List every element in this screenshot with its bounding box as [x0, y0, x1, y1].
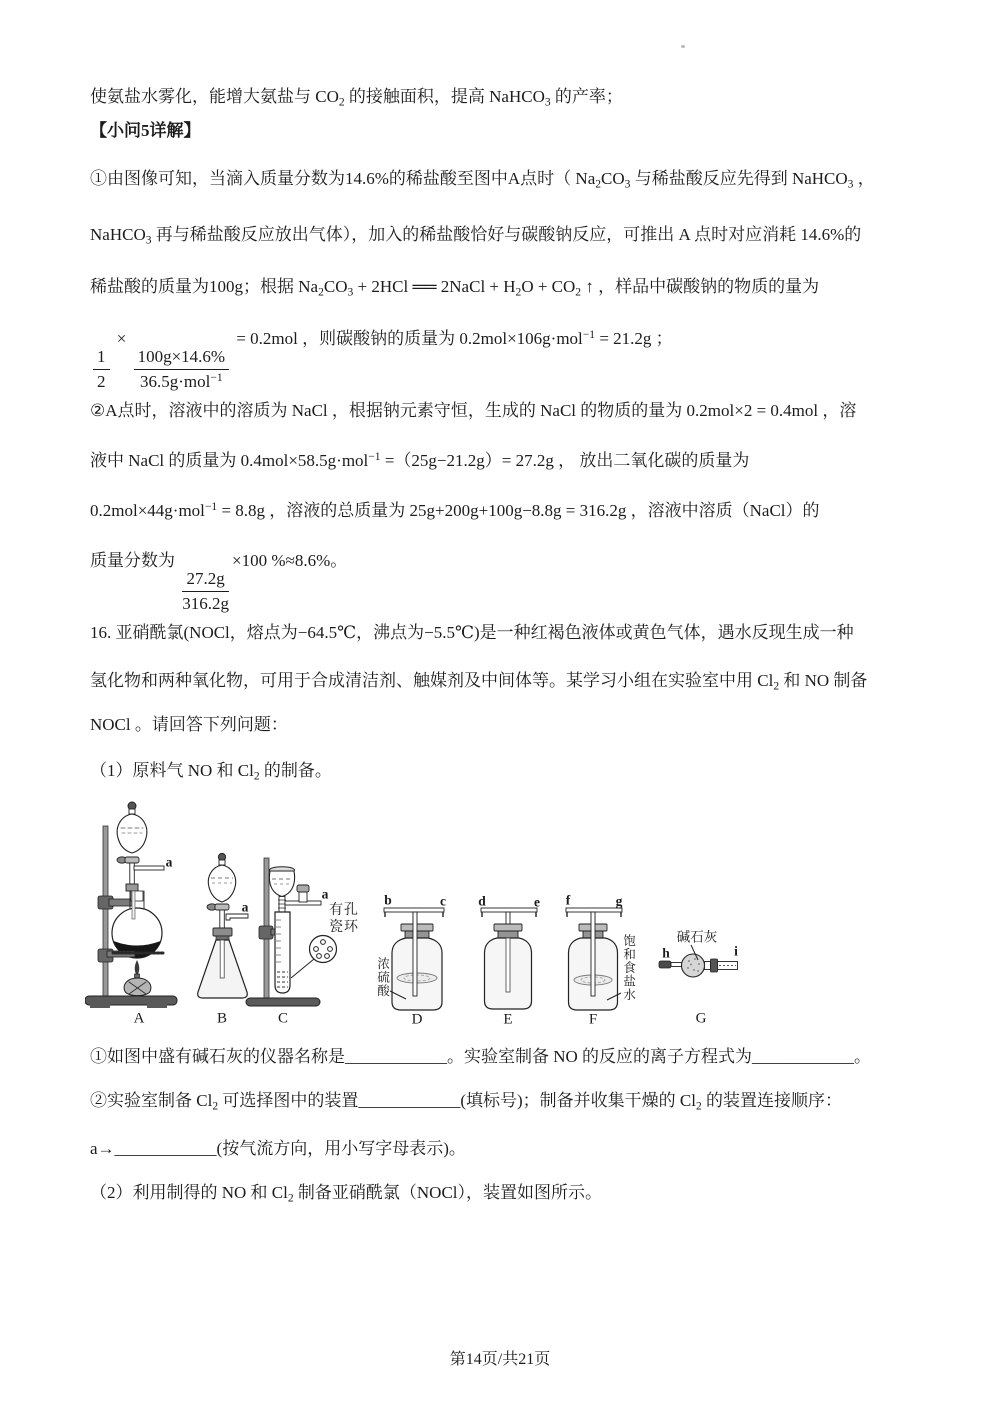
page-footer: 第14页/共21页	[449, 1351, 551, 1368]
annotation-porous-ring-line2: 瓷环	[329, 920, 359, 935]
apparatus-label-b: B	[216, 1010, 228, 1027]
port-label-b: b	[384, 892, 392, 908]
apparatus-g-drying-bulb	[659, 945, 738, 977]
question-blank-line: a→____________(按气流方向，用小写字母表示)。	[90, 1139, 466, 1158]
question-blank-line: ②实验室制备 $Cl_2$ 可选择图中的装置____________(填标号)；制备并收集干燥的 $Cl_2$ 的装置连接顺序：	[90, 1091, 843, 1113]
annotation-saturated-brine: 饱和食盐水	[621, 934, 636, 1002]
apparatus-figure	[85, 800, 750, 1038]
annotation-soda-lime: 碱石灰	[676, 929, 718, 945]
question-blank-line: ①如图中盛有碱石灰的仪器名称是____________。实验室制备 NO 的反应的离子方程式为____________。	[90, 1047, 872, 1066]
alcohol-lamp	[124, 978, 151, 996]
apparatus-label-f: F	[588, 1011, 598, 1028]
apparatus-label-c: C	[277, 1010, 289, 1027]
port-label-d: d	[478, 893, 486, 909]
port-label-e: e	[534, 894, 540, 910]
port-label-i: i	[734, 943, 738, 959]
solution-line: 使氨盐水雾化，能增大氨盐与 $CO_2$ 的接触面积，提高 NaHCO$_3$ 的产率；	[90, 87, 623, 109]
solution-formula-line: 质量分数为 $\frac{27.2g}{316.2g}$ ×100 %≈8.6%。	[90, 551, 348, 613]
apparatus-c-gas-generator	[246, 858, 337, 1006]
solution-heading: 【小问5详解】	[90, 121, 201, 140]
port-label-a: a	[165, 854, 173, 870]
port-label-c: c	[440, 893, 446, 909]
port-label-g: g	[615, 893, 623, 909]
apparatus-label-a: A	[133, 1010, 145, 1027]
stray-mark	[681, 45, 685, 48]
separating-funnel	[117, 814, 147, 853]
solution-formula-line: $\frac{1}{2}$ × $\frac{100g\times 14.6\%}{36.5g\cdot mol^{-1}}$ = 0.2mol ，则碳酸钠的质量为 0.2mol×106g·mol$^{-1}$ = 21.2g ；	[90, 326, 935, 393]
solution-line: 0.2mol×44g·mol$^{-1}$ = 8.8g ，溶液的总质量为 25g+200g+100g−8.8g = 316.2g ，溶液中溶质（NaCl）的	[90, 500, 820, 520]
question-stem: NOCl 。请回答下列问题：	[90, 715, 288, 734]
apparatus-a-gas-generator	[85, 802, 177, 1008]
question-stem: 氢化物和两种氧化物，可用于合成清洁剂、触媒剂及中间体等。某学习小组在实验室中用 $Cl_2$ 和 NO 制备	[90, 671, 868, 693]
flame	[135, 960, 140, 976]
port-label-h: h	[662, 945, 670, 961]
annotation-porous-ring-line1: 有孔	[329, 903, 359, 918]
question-stem: 16. 亚硝酰氯(NOCl，熔点为−64.5℃，沸点为−5.5℃)是一种红褐色液体或黄色气体，遇水反现生成一种	[90, 623, 854, 642]
apparatus-d-washing-bottle	[384, 908, 444, 1010]
drying-bulb	[682, 954, 705, 977]
question-part1: （1）原料气 NO 和 $Cl_2$ 的制备。	[90, 761, 332, 783]
apparatus-e-washing-bottle	[481, 908, 537, 1009]
port-label-a: a	[241, 899, 249, 915]
solution-line: ①由图像可知，当滴入质量分数为14.6%的稀盐酸至图中A点时（ $Na_2CO_3$ 与稀盐酸反应先得到 NaHCO$_3$ ，	[90, 169, 875, 191]
solution-line: 稀盐酸的质量为100g；根据 $Na_2CO_3 + 2HCl$ ══ 2NaCl + $H_2O + CO_2$ ↑ ，样品中碳酸钠的物质的量为	[90, 277, 820, 299]
graduated-tube	[275, 912, 290, 993]
apparatus-label-g: G	[695, 1010, 707, 1027]
apparatus-b-gas-generator	[198, 853, 248, 998]
solution-line: ②A点时，溶液中的溶质为 NaCl ，根据钠元素守恒，生成的 NaCl 的物质的量为 0.2mol×2 = 0.4mol ，溶	[90, 401, 857, 420]
annotation-conc-sulfuric-acid: 浓硫酸	[375, 957, 390, 998]
apparatus-label-d: D	[411, 1011, 423, 1028]
solution-line: NaHCO$_3$ 再与稀盐酸反应放出气体），加入的稀盐酸恰好与碳酸钠反应，可推出 A 点时对应消耗 14.6%的	[90, 225, 862, 247]
question-part2: （2）利用制得的 NO 和 $Cl_2$ 制备亚硝酰氯（NOCl），装置如图所示。	[90, 1183, 603, 1205]
port-label-f: f	[565, 892, 571, 908]
apparatus-diagram	[85, 800, 750, 1038]
solution-line: 液中 NaCl 的质量为 0.4mol×58.5g·mol$^{-1}$ =（25g−21.2g）= 27.2g ， 放出二氧化碳的质量为	[90, 450, 750, 470]
apparatus-label-e: E	[503, 1011, 513, 1028]
apparatus-f-washing-bottle	[566, 908, 622, 1010]
port-label-a: a	[321, 886, 329, 902]
